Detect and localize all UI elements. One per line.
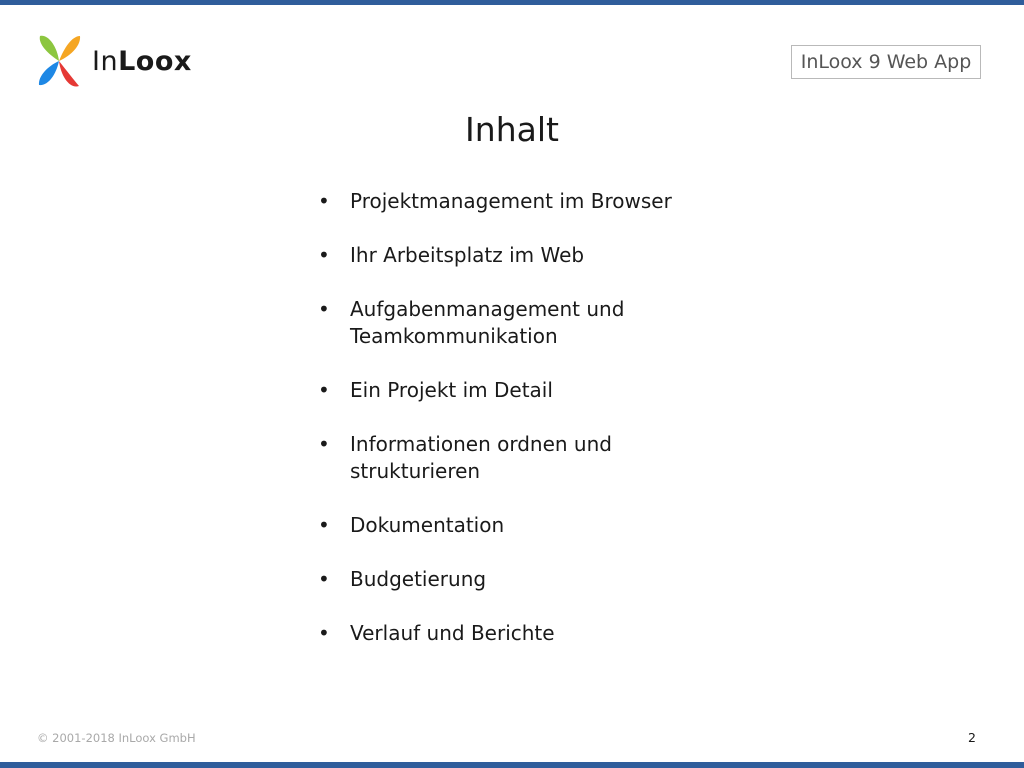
bullet-icon: • xyxy=(318,432,330,456)
page-number: 2 xyxy=(968,730,976,745)
footer-copyright: © 2001-2018 InLoox GmbH xyxy=(37,731,196,745)
top-accent-bar xyxy=(0,0,1024,5)
toc-item-label: Projektmanagement im Browser xyxy=(350,189,672,213)
toc-item xyxy=(316,431,716,485)
toc-item-label: Ein Projekt im Detail xyxy=(350,378,553,402)
bullet-icon: • xyxy=(318,567,330,591)
toc-item-label: Aufgabenmanagement und Teamkommunikation xyxy=(350,297,625,348)
toc-item xyxy=(316,377,716,404)
bullet-icon: • xyxy=(318,297,330,321)
logo-wordmark xyxy=(92,46,192,77)
app-name-badge: InLoox 9 Web App xyxy=(791,45,981,79)
inloox-flower-logo-icon xyxy=(34,30,84,92)
toc-item-label: Dokumentation xyxy=(350,513,505,537)
bullet-icon: • xyxy=(318,378,330,402)
toc-item-label: Verlauf und Berichte xyxy=(350,621,555,645)
table-of-contents xyxy=(316,188,716,674)
logo-text-in: In xyxy=(92,45,119,77)
bottom-accent-bar xyxy=(0,762,1024,768)
toc-item-label: Ihr Arbeitsplatz im Web xyxy=(350,243,585,267)
toc-item xyxy=(316,188,716,215)
inloox-logo xyxy=(34,30,192,92)
toc-item-label: Informationen ordnen und strukturieren xyxy=(350,432,612,483)
bullet-icon: • xyxy=(318,243,330,267)
toc-item xyxy=(316,512,716,539)
logo-text-loox: Loox xyxy=(118,45,192,77)
toc-item xyxy=(316,242,716,269)
toc-item xyxy=(316,620,716,647)
toc-item xyxy=(316,296,716,350)
slide-title: Inhalt xyxy=(465,110,559,149)
bullet-icon: • xyxy=(318,513,330,537)
toc-item-label: Budgetierung xyxy=(350,567,487,591)
toc-item xyxy=(316,566,716,593)
bullet-icon: • xyxy=(318,621,330,645)
bullet-icon: • xyxy=(318,189,330,213)
